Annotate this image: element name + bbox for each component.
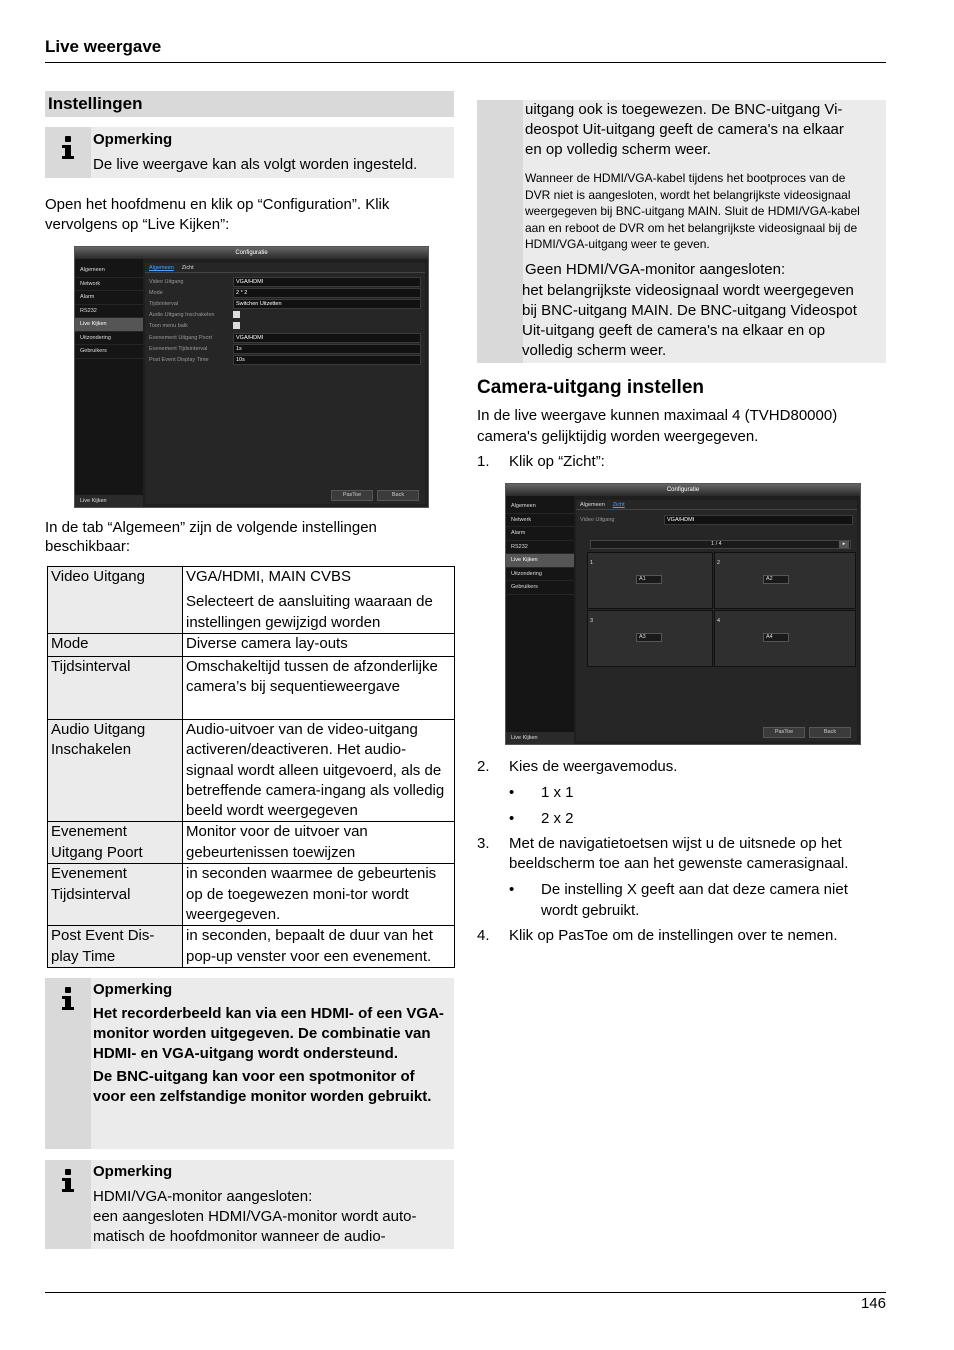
step-text: Met de navigatietoetsen wijst u de uitsnede op het: [509, 835, 842, 852]
section-title-instellingen: Instellingen: [45, 91, 454, 117]
dvr-checkbox[interactable]: [233, 322, 240, 329]
note-box-1: [45, 127, 454, 178]
dvr-row-label: Evenement Tijdsinterval: [149, 346, 208, 352]
dvr-row: [147, 310, 421, 320]
dvr-menu-item[interactable]: Uitzondering: [75, 332, 143, 346]
note-continuation: [477, 100, 886, 363]
note-title: Opmerking: [93, 1163, 173, 1180]
dvr-row-select[interactable]: 1s: [233, 344, 421, 354]
dvr-main-panel: [576, 500, 857, 741]
table-key: Video Uitgang: [48, 567, 183, 634]
table-value: in seconden waarmee de gebeurtenis op de toegewezen moni-tor wordt weergegeven.: [183, 864, 455, 926]
step-text: Klik op “Zicht”:: [509, 453, 605, 470]
intro-line-2: vervolgens op “Live Kijken”:: [45, 216, 230, 233]
step-number: 4.: [477, 927, 490, 944]
table-value: Omschakeltijd tussen de afzonderlijke camera’s bij sequentieweergave: [183, 657, 455, 720]
dvr-menu-item[interactable]: Alarm: [506, 527, 574, 541]
bullet-text: 1 x 1: [541, 784, 574, 801]
dvr-row-select[interactable]: 2 * 2: [233, 288, 421, 298]
note-text: De live weergave kan als volgt worden ingesteld.: [93, 156, 418, 173]
bullet-text: 2 x 2: [541, 810, 574, 827]
dvr-title-bar: Configuratie: [506, 484, 860, 496]
footer-rule: [45, 1292, 886, 1293]
dvr-row-select[interactable]: VGA/HDMI: [664, 515, 853, 525]
dvr-menu-item[interactable]: Algemeen: [75, 264, 143, 278]
table-row: [48, 657, 455, 720]
table-key: Evenement Tijdsinterval: [48, 864, 183, 926]
note-paragraph: Het recorderbeeld kan via een HDMI- of een VGA-monitor worden uitgegeven. De combinatie van HDMI- en VGA-uitgang wordt ondersteund.: [93, 1005, 444, 1062]
table-key: Tijdsinterval: [48, 657, 183, 720]
note-box-3: [45, 1160, 454, 1249]
header-rule: [45, 62, 886, 63]
dvr-row: [578, 515, 853, 525]
dvr-tabs: [576, 500, 857, 510]
dvr-tab-algemeen[interactable]: Algemeen: [149, 265, 174, 271]
dvr-row-select[interactable]: VGA/HDMI: [233, 277, 421, 287]
note-small-line: HDMI/VGA-uitgang weer te geven.: [525, 237, 710, 251]
table-value: in seconden, bepaalt de duur van het pop-up venster voor een evenement.: [183, 926, 455, 968]
dvr-menu-item[interactable]: Network: [75, 278, 143, 292]
note-icon-bar: [477, 100, 523, 363]
step-text: beeldscherm toe aan het gewenste camerasignaal.: [509, 855, 849, 872]
table-row: [48, 567, 455, 634]
note-line: Uit-uitgang geeft de camera's na elkaar en op: [522, 322, 826, 339]
dvr-tabs: [145, 263, 425, 273]
view-quadrant[interactable]: [587, 610, 713, 667]
dvr-tab-zicht[interactable]: Zicht: [181, 265, 194, 271]
dvr-row-label: Post Event Display Time: [149, 357, 209, 363]
dvr-row-label: Video Uitgang: [580, 517, 615, 523]
table-key: Evenement Uitgang Poort: [48, 822, 183, 864]
note-small-line: aan en reboot de DVR om het belangrijkste videosignaal bij de: [525, 220, 858, 235]
table-value: [183, 567, 455, 634]
dvr-menu-item[interactable]: Gebruikers: [506, 581, 574, 595]
note-small-line: Wanneer de HDMI/VGA-kabel tijdens het bootproces van de: [525, 171, 846, 185]
bullet-text: wordt gebruikt.: [541, 902, 640, 919]
note-title: Opmerking: [93, 981, 173, 998]
step-number: 1.: [477, 453, 490, 470]
table-value: Monitor voor de uitvoer van gebeurtenissen toewijzen: [183, 822, 455, 864]
dvr-row: [147, 277, 421, 287]
settings-table: [47, 566, 455, 968]
dvr-row-select[interactable]: VGA/HDMI: [233, 333, 421, 343]
dvr-side-menu: [506, 496, 574, 744]
dvr-apply-button[interactable]: PasToe: [763, 727, 805, 738]
quadrant-number: 2: [717, 560, 721, 566]
dvr-tab-algemeen[interactable]: Algemeen: [580, 502, 605, 508]
table-row: [48, 634, 455, 657]
step-number: 2.: [477, 758, 490, 775]
dvr-title-bar: Configuratie: [75, 247, 428, 259]
table-key: Mode: [48, 634, 183, 657]
view-quadrant[interactable]: [714, 610, 856, 667]
dvr-row: [147, 288, 421, 298]
note-line: het belangrijkste videosignaal wordt weergegeven: [522, 282, 854, 299]
dvr-row-label: Mode: [149, 290, 163, 296]
bullet-dot: •: [509, 810, 515, 827]
view-quadrant[interactable]: [587, 552, 713, 609]
quadrant-number: 4: [717, 618, 721, 624]
dvr-menu-item[interactable]: RS232: [75, 305, 143, 319]
tab-intro-line-2: beschikbaar:: [45, 538, 131, 555]
quadrant-number: 3: [590, 618, 594, 624]
note-small-line: weergegeven bij BNC-uitgang MAIN. Sluit de HDMI/VGA-kabel: [525, 204, 860, 218]
dvr-row-label: Tijdsinterval: [149, 301, 179, 307]
chevron-right-icon[interactable]: ▸: [839, 541, 849, 548]
table-value: Diverse camera lay-outs: [183, 634, 455, 657]
camera-select[interactable]: A1: [636, 575, 662, 584]
bullet-dot: •: [509, 881, 515, 898]
table-row: [48, 926, 455, 968]
note-line: uitgang ook is toegewezen. De BNC-uitgang Vi-: [525, 101, 843, 118]
dvr-row: [147, 355, 421, 365]
dvr-live-link[interactable]: Live Kijken: [506, 732, 574, 744]
table-value: Audio-uitvoer van de video-uitgang activeren/deactiveren. Het audio-signaal wordt alleen uitgevoerd, als de betreffende camera-ingang als volledig beeld wordt weergegeven: [183, 720, 455, 822]
table-value-line: VGA/HDMI, MAIN CVBS: [186, 568, 352, 585]
step-text: Kies de weergavemodus.: [509, 758, 678, 775]
info-icon: [61, 986, 75, 1012]
dvr-page-bar: [590, 540, 851, 549]
dvr-row-select[interactable]: Switchen Uitzetten: [233, 299, 421, 309]
bullet-dot: •: [509, 784, 515, 801]
table-key: Audio Uitgang Inschakelen: [48, 720, 183, 822]
dvr-menu-item[interactable]: Algemeen: [506, 500, 574, 514]
camera-select[interactable]: A4: [763, 633, 789, 642]
page-number: 146: [860, 1295, 886, 1312]
dvr-row-label: Video Uitgang: [149, 279, 184, 285]
intro-line-2: camera's gelijktijdig worden weergegeven.: [477, 428, 759, 445]
note-line: bij BNC-uitgang MAIN. De BNC-uitgang Videospot: [522, 302, 857, 319]
table-key: Post Event Dis-play Time: [48, 926, 183, 968]
dvr-back-button[interactable]: Back: [377, 490, 419, 501]
dvr-side-menu: [75, 259, 143, 507]
note-line: matisch de hoofdmonitor wanneer de audio-: [93, 1228, 386, 1245]
dvr-row: [147, 333, 421, 343]
dvr-config-screenshot-view: [505, 483, 861, 745]
dvr-config-screenshot-general: [74, 246, 429, 508]
dvr-row-label: Audio Uitgang Inschakelen: [149, 312, 215, 318]
dvr-apply-button[interactable]: PasToe: [331, 490, 373, 501]
intro-line-1: Open het hoofdmenu en klik op “Configuration”. Klik: [45, 196, 390, 213]
note-line: en op volledig scherm weer.: [525, 141, 711, 158]
intro-line-1: In de live weergave kunnen maximaal 4 (TVHD80000): [477, 407, 838, 424]
note-paragraph: De BNC-uitgang kan voor een spotmonitor of voor een zelfstandige monitor worden gebruikt.: [93, 1068, 432, 1105]
dvr-row: [147, 299, 421, 309]
quadrant-number: 1: [590, 560, 594, 566]
dvr-row: [147, 321, 421, 331]
dvr-row: [147, 344, 421, 354]
note-box-2: [45, 978, 454, 1149]
note-small-line: DVR niet is aangesloten, wordt het belangrijkste videosignaal: [525, 187, 851, 202]
dvr-menu-item-selected[interactable]: Live Kijken: [506, 554, 574, 568]
dvr-row-label: Evenement Uitgang Poort: [149, 335, 212, 341]
dvr-menu-item[interactable]: Uitzondering: [506, 568, 574, 582]
dvr-row-label: Toon menu balk: [149, 323, 188, 329]
camera-select[interactable]: A3: [636, 633, 662, 642]
dvr-checkbox[interactable]: [233, 311, 240, 318]
table-value-desc: Selecteert de aansluiting waaraan de instellingen gewijzigd worden: [186, 593, 433, 631]
table-row: [48, 864, 455, 926]
table-row: [48, 720, 455, 822]
note-line: volledig scherm weer.: [522, 342, 667, 359]
dvr-menu-item[interactable]: RS232: [506, 541, 574, 555]
camera-select[interactable]: A2: [763, 575, 789, 584]
dvr-menu-item[interactable]: Alarm: [75, 291, 143, 305]
note-line: Geen HDMI/VGA-monitor aangesloten:: [525, 261, 786, 278]
view-quadrant[interactable]: [714, 552, 856, 609]
note-line: deospot Uit-uitgang geeft de camera's na elkaar: [525, 121, 844, 138]
dvr-main-panel: [145, 263, 425, 504]
info-icon: [61, 135, 75, 161]
dvr-row-select[interactable]: 10s: [233, 355, 421, 365]
note-title: Opmerking: [93, 131, 173, 148]
section-title-camera-uitgang: Camera-uitgang instellen: [477, 377, 704, 398]
step-text: Klik op PasToe om de instellingen over te nemen.: [509, 927, 838, 944]
dvr-menu-item[interactable]: Gebruikers: [75, 345, 143, 359]
note-line: HDMI/VGA-monitor aangesloten:: [93, 1188, 313, 1205]
dvr-page-indicator: 1 / 4: [711, 541, 722, 547]
tab-intro-line-1: In de tab “Algemeen” zijn de volgende instellingen: [45, 519, 377, 536]
dvr-tab-zicht[interactable]: Zicht: [612, 502, 625, 508]
note-line: een aangesloten HDMI/VGA-monitor wordt auto-: [93, 1208, 417, 1225]
dvr-live-link[interactable]: Live Kijken: [75, 495, 143, 507]
table-row: [48, 822, 455, 864]
bullet-text: De instelling X geeft aan dat deze camera niet: [541, 881, 848, 898]
step-number: 3.: [477, 835, 490, 852]
page-header-title: Live weergave: [45, 37, 162, 56]
info-icon: [61, 1168, 75, 1194]
dvr-back-button[interactable]: Back: [809, 727, 851, 738]
dvr-menu-item-selected[interactable]: Live Kijken: [75, 318, 143, 332]
dvr-menu-item[interactable]: Netwerk: [506, 514, 574, 528]
